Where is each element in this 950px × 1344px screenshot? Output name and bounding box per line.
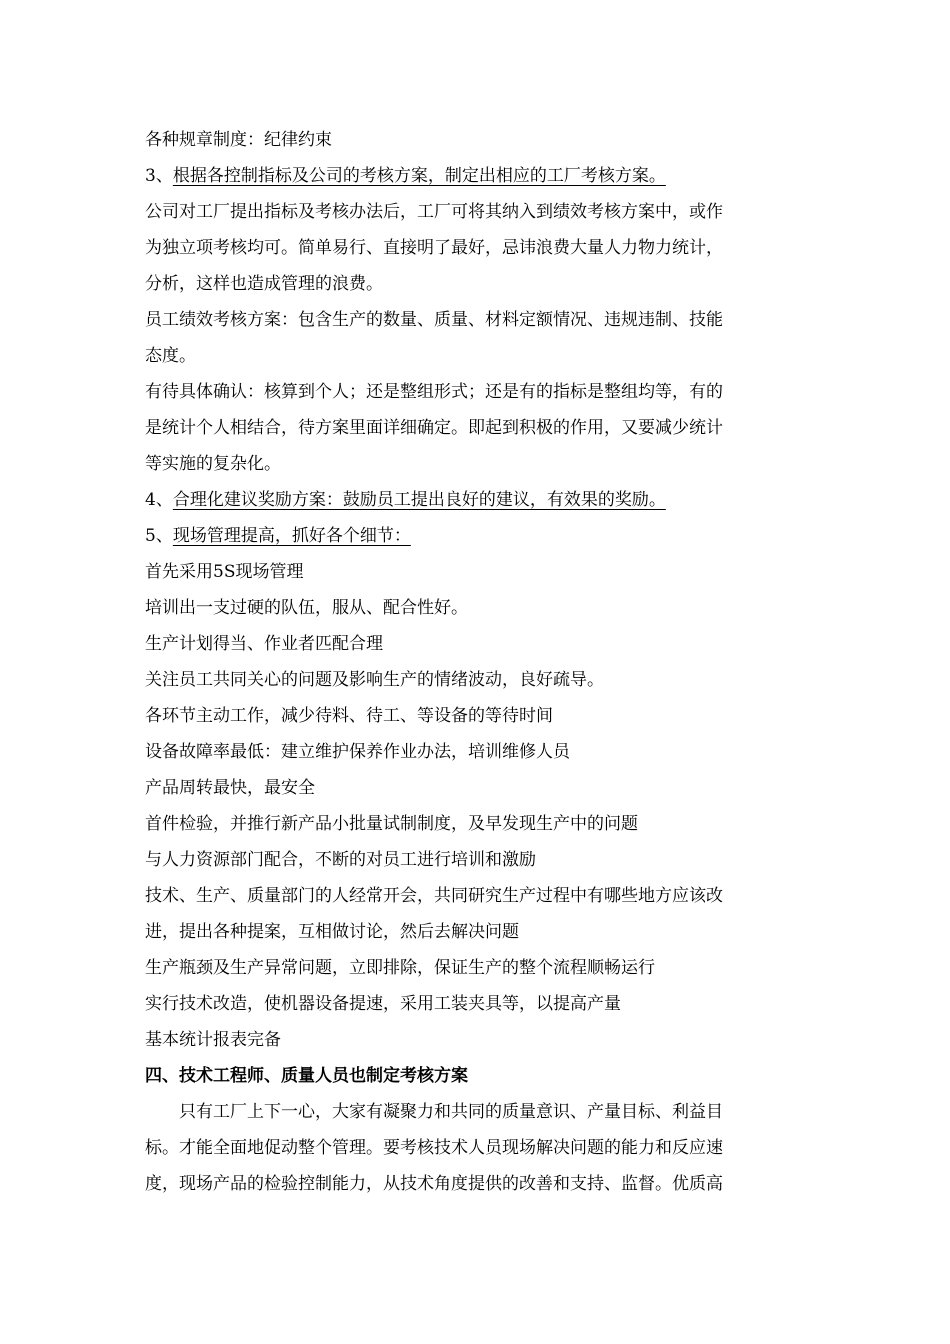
text-line: 分析，这样也造成管理的浪费。 (145, 274, 383, 294)
text-line: 设备故障率最低：建立维护保养作业办法，培训维修人员 (145, 742, 570, 762)
paragraph-line: 度，现场产品的检验控制能力，从技术角度提供的改善和支持、监督。优质高 (145, 1174, 723, 1194)
numbered-item-3: 3、根据各控制指标及公司的考核方案，制定出相应的工厂考核方案。 (145, 166, 666, 186)
text-line: 生产瓶颈及生产异常问题，立即排除，保证生产的整个流程顺畅运行 (145, 958, 655, 978)
text-line: 各种规章制度：纪律约束 (145, 130, 332, 150)
text-line: 首件检验，并推行新产品小批量试制制度，及早发现生产中的问题 (145, 814, 638, 834)
text-line: 有待具体确认：核算到个人；还是整组形式；还是有的指标是整组均等，有的 (145, 382, 723, 402)
document-body (145, 122, 805, 1202)
text-line: 生产计划得当、作业者匹配合理 (145, 634, 383, 654)
text-line: 是统计个人相结合，待方案里面详细确定。即起到积极的作用，又要减少统计 (145, 418, 723, 438)
numbered-item-5: 5、现场管理提高，抓好各个细节： (145, 526, 411, 546)
text-line: 员工绩效考核方案：包含生产的数量、质量、材料定额情况、违规违制、技能 (145, 310, 723, 330)
numbered-item-4: 4、合理化建议奖励方案：鼓励员工提出良好的建议，有效果的奖励。 (145, 490, 666, 510)
text-line: 产品周转最快，最安全 (145, 778, 315, 798)
text-line: 首先采用5S现场管理 (145, 562, 304, 582)
text-line: 态度。 (145, 346, 196, 366)
text-line: 等实施的复杂化。 (145, 454, 281, 474)
text-line: 各环节主动工作，减少待料、待工、等设备的等待时间 (145, 706, 553, 726)
section-heading: 四、技术工程师、质量人员也制定考核方案 (145, 1066, 468, 1086)
text-line: 关注员工共同关心的问题及影响生产的情绪波动，良好疏导。 (145, 670, 604, 690)
paragraph-line: 标。才能全面地促动整个管理。要考核技术人员现场解决问题的能力和反应速 (145, 1138, 723, 1158)
text-line: 培训出一支过硬的队伍，服从、配合性好。 (145, 598, 468, 618)
text-line: 公司对工厂提出指标及考核办法后，工厂可将其纳入到绩效考核方案中，或作 (145, 202, 723, 222)
text-line: 为独立项考核均可。简单易行、直接明了最好，忌讳浪费大量人力物力统计， (145, 238, 723, 258)
text-line: 进，提出各种提案，互相做讨论，然后去解决问题 (145, 922, 519, 942)
paragraph-line: 只有工厂上下一心，大家有凝聚力和共同的质量意识、产量目标、利益目 (179, 1102, 723, 1122)
text-line: 与人力资源部门配合，不断的对员工进行培训和激励 (145, 850, 536, 870)
text-line: 技术、生产、质量部门的人经常开会，共同研究生产过程中有哪些地方应该改 (145, 886, 723, 906)
text-line: 实行技术改造，使机器设备提速，采用工装夹具等，以提高产量 (145, 994, 621, 1014)
text-line: 基本统计报表完备 (145, 1030, 281, 1050)
